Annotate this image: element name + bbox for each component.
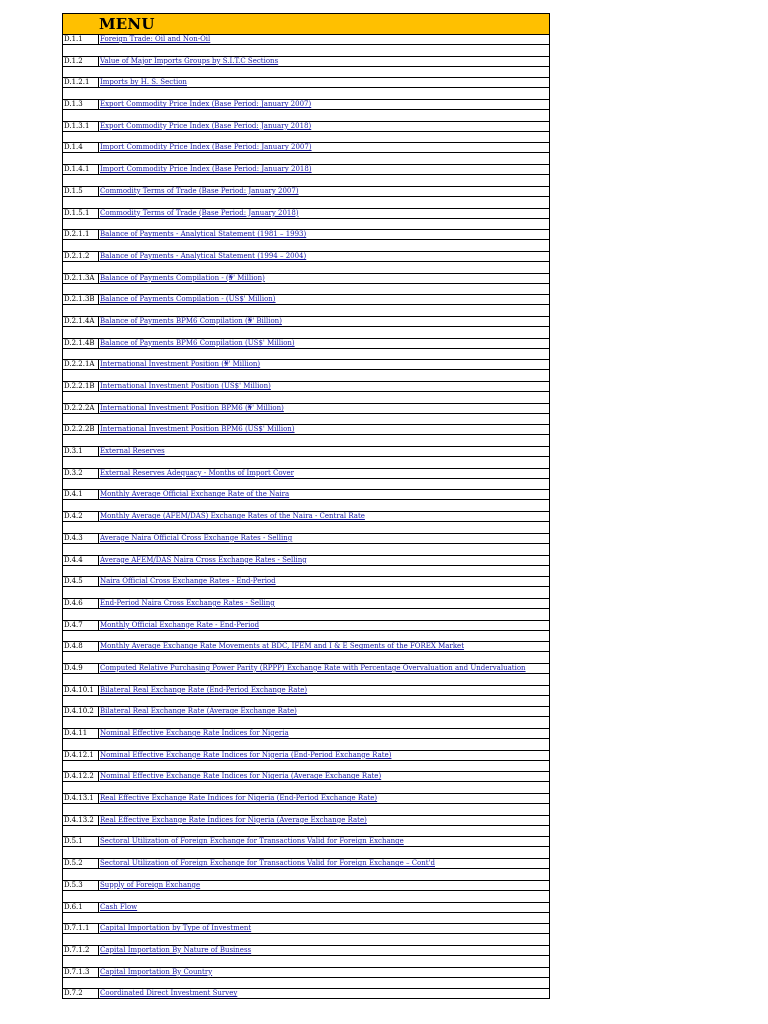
spacer-row	[62, 240, 550, 252]
menu-item-code: D.4.12.2	[63, 772, 99, 781]
menu-item-code: D.4.10.1	[63, 686, 99, 695]
menu-item-code: D.2.1.3A	[63, 274, 99, 283]
menu-row	[62, 274, 550, 284]
menu-item-code: D.5.1	[63, 837, 99, 846]
menu-item-link[interactable]: Sectoral Utilization of Foreign Exchange for Transactions Valid for Foreign Exchange – Cont'd	[100, 859, 436, 868]
spacer-row	[62, 153, 550, 165]
menu-row	[62, 209, 550, 219]
spacer-row	[62, 978, 550, 990]
menu-item-link[interactable]: Average Naira Official Cross Exchange Rates - Selling	[100, 533, 293, 542]
menu-row	[62, 143, 550, 153]
menu-item-link[interactable]: Average AFEM/DAS Naira Cross Exchange Rates - Selling	[100, 555, 307, 564]
spacer-row	[62, 566, 550, 578]
menu-item-link[interactable]: Nominal Effective Exchange Rate Indices for Nigeria (End-Period Exchange Rate)	[100, 750, 392, 759]
menu-item-code: D.5.2	[63, 859, 99, 868]
menu-item-code: D.4.2	[63, 512, 99, 521]
menu-item-link[interactable]: Commodity Terms of Trade (Base Period: January 2018)	[100, 208, 299, 217]
menu-row	[62, 122, 550, 132]
menu-row	[62, 534, 550, 544]
menu-item-code: D.4.9	[63, 664, 99, 673]
menu-item-code: D.1.2.1	[63, 78, 99, 87]
spacer-row	[62, 327, 550, 339]
menu-item-link[interactable]: Monthly Average Exchange Rate Movements at BDC, IFEM and I & E Segments of the FOREX Market	[100, 642, 465, 651]
menu-item-link[interactable]: Import Commodity Price Index (Base Period: January 2018)	[100, 165, 312, 174]
spacer-row	[62, 500, 550, 512]
spacer-row	[62, 674, 550, 686]
menu-item-link[interactable]: Import Commodity Price Index (Base Period: January 2007)	[100, 143, 312, 152]
menu-item-code: D.4.7	[63, 621, 99, 630]
spacer-row	[62, 609, 550, 621]
menu-row	[62, 556, 550, 566]
menu-item-code: D.7.2	[63, 989, 99, 998]
spacer-row	[62, 349, 550, 361]
spacer-row	[62, 284, 550, 296]
menu-item-code: D.4.4	[63, 556, 99, 565]
menu-row	[62, 903, 550, 913]
spacer-row	[62, 132, 550, 144]
menu-item-code: D.2.2.1B	[63, 382, 99, 391]
menu-title: MENU	[99, 15, 155, 33]
menu-row	[62, 642, 550, 652]
menu-item-code: D.4.13.1	[63, 794, 99, 803]
menu-row	[62, 837, 550, 847]
spacer-row	[62, 45, 550, 57]
spacer-row	[62, 479, 550, 491]
spacer-row	[62, 696, 550, 708]
spacer-row	[62, 652, 550, 664]
menu-item-link[interactable]: Balance of Payments BPM6 Compilation (₦' Billion)	[100, 316, 282, 325]
menu-row	[62, 360, 550, 370]
spacer-row	[62, 934, 550, 946]
menu-item-code: D.4.12.1	[63, 751, 99, 760]
spacer-row	[62, 717, 550, 729]
menu-item-link[interactable]: Export Commodity Price Index (Base Period: January 2007)	[100, 100, 312, 109]
menu-item-link[interactable]: Balance of Payments Compilation - (₦' Million)	[100, 273, 265, 282]
spacer-row	[62, 219, 550, 231]
spacer-row	[62, 544, 550, 556]
menu-item-code: D.4.8	[63, 642, 99, 651]
menu-item-link[interactable]: Value of Major Imports Groups by S.I.T.C Sections	[100, 56, 279, 65]
menu-item-link[interactable]: Computed Relative Purchasing Power Parity (RPPP) Exchange Rate with Percentage Overvaluation and Undervaluation	[100, 663, 526, 672]
menu-row	[62, 295, 550, 305]
menu-row	[62, 447, 550, 457]
menu-item-code: D.4.6	[63, 599, 99, 608]
menu-item-code: D.4.5	[63, 577, 99, 586]
menu-item-code: D.7.1.2	[63, 946, 99, 955]
menu-item-code: D.2.1.3B	[63, 295, 99, 304]
menu-item-link[interactable]: Balance of Payments - Analytical Statement (1994 – 2004)	[100, 251, 307, 260]
menu-item-code: D.6.1	[63, 903, 99, 912]
menu-item-code: D.7.1.1	[63, 924, 99, 933]
spacer-row	[62, 804, 550, 816]
spacer-row	[62, 197, 550, 209]
spacer-row	[62, 739, 550, 751]
menu-item-link[interactable]: International Investment Position BPM6 (₦' Million)	[100, 403, 284, 412]
menu-row	[62, 664, 550, 674]
menu-item-code: D.1.4.1	[63, 165, 99, 174]
menu-item-code: D.2.2.1A	[63, 360, 99, 369]
menu-item-link[interactable]: Nominal Effective Exchange Rate Indices for Nigeria	[100, 729, 289, 737]
menu-rows	[62, 35, 550, 999]
menu-row	[62, 382, 550, 392]
menu-row	[62, 816, 550, 826]
menu-item-code: D.2.2.2A	[63, 404, 99, 413]
menu-item-link[interactable]: Nominal Effective Exchange Rate Indices for Nigeria (Average Exchange Rate)	[100, 772, 382, 781]
spacer-row	[62, 110, 550, 122]
spacer-row	[62, 305, 550, 317]
menu-row	[62, 707, 550, 717]
menu-row	[62, 729, 550, 739]
menu-item-link[interactable]: Coordinated Direct Investment Survey	[100, 989, 238, 998]
menu-row	[62, 989, 550, 999]
spacer-row	[62, 631, 550, 643]
menu-item-link[interactable]: Real Effective Exchange Rate Indices for Nigeria (Average Exchange Rate)	[100, 815, 367, 824]
menu-row	[62, 317, 550, 327]
menu-row	[62, 252, 550, 262]
menu-item-code: D.2.1.4A	[63, 317, 99, 326]
menu-item-code: D.1.1	[63, 35, 99, 44]
menu-item-link[interactable]: End-Period Naira Cross Exchange Rates - Selling	[100, 598, 275, 607]
menu-item-link[interactable]: Real Effective Exchange Rate Indices for Nigeria (End-Period Exchange Rate)	[100, 794, 378, 803]
menu-row	[62, 772, 550, 782]
menu-item-code: D.4.13.2	[63, 816, 99, 825]
menu-item-link[interactable]: Monthly Average Official Exchange Rate of the Naira	[100, 490, 290, 499]
menu-row	[62, 230, 550, 240]
spacer-row	[62, 175, 550, 187]
menu-row	[62, 599, 550, 609]
menu-item-code: D.4.10.2	[63, 707, 99, 716]
menu-row	[62, 621, 550, 631]
menu-row	[62, 881, 550, 891]
menu-header	[62, 13, 550, 35]
menu-item-code: D.4.3	[63, 534, 99, 543]
menu-item-link[interactable]: Capital Importation By Nature of Business	[100, 945, 252, 954]
menu-row	[62, 187, 550, 197]
menu-item-link[interactable]: Export Commodity Price Index (Base Period: January 2018)	[100, 121, 312, 130]
spacer-row	[62, 392, 550, 404]
menu-item-code: D.4.1	[63, 490, 99, 499]
menu-item-code: D.2.1.2	[63, 252, 99, 261]
menu-row	[62, 946, 550, 956]
menu-item-link[interactable]: Foreign Trade: Oil and Non-Oil	[100, 35, 211, 43]
menu-item-code: D.2.1.1	[63, 230, 99, 239]
menu-row	[62, 78, 550, 88]
menu-row	[62, 924, 550, 934]
menu-item-link[interactable]: Bilateral Real Exchange Rate (Average Exchange Rate)	[100, 707, 297, 716]
spacer-row	[62, 826, 550, 838]
spacer-row	[62, 414, 550, 426]
menu-item-link[interactable]: Capital Importation By Country	[100, 967, 213, 976]
menu-item-link[interactable]: Monthly Average (AFEM/DAS) Exchange Rates of the Naira - Central Rate	[100, 512, 365, 521]
menu-item-code: D.1.5	[63, 187, 99, 196]
menu-item-code: D.3.2	[63, 469, 99, 478]
menu-item-link[interactable]: Balance of Payments - Analytical Statement (1981 – 1993)	[100, 230, 307, 239]
spacer-row	[62, 587, 550, 599]
spacer-row	[62, 782, 550, 794]
menu-item-link[interactable]: External Reserves	[100, 447, 165, 456]
menu-row	[62, 751, 550, 761]
menu-row	[62, 165, 550, 175]
menu-item-link[interactable]: Monthly Official Exchange Rate - End-Period	[100, 620, 260, 629]
menu-item-code: D.7.1.3	[63, 968, 99, 977]
menu-item-code: D.2.1.4B	[63, 339, 99, 348]
spacer-row	[62, 956, 550, 968]
menu-item-code: D.3.1	[63, 447, 99, 456]
menu-item-code: D.4.11	[63, 729, 99, 738]
menu-row	[62, 100, 550, 110]
menu-item-code: D.1.3	[63, 100, 99, 109]
menu-row	[62, 404, 550, 414]
menu-item-link[interactable]: Cash Flow	[100, 902, 138, 911]
spacer-row	[62, 88, 550, 100]
spacer-row	[62, 761, 550, 773]
menu-item-code: D.2.2.2B	[63, 425, 99, 434]
spacer-row	[62, 847, 550, 859]
menu-item-link[interactable]: Capital Importation by Type of Investment	[100, 924, 252, 933]
spacer-row	[62, 913, 550, 925]
menu-item-link[interactable]: Balance of Payments Compilation - (US$' Million)	[100, 295, 276, 304]
menu-row	[62, 794, 550, 804]
spacer-row	[62, 435, 550, 447]
spacer-row	[62, 262, 550, 274]
menu-row	[62, 686, 550, 696]
menu-item-code: D.1.3.1	[63, 122, 99, 131]
menu-row	[62, 469, 550, 479]
menu-item-link[interactable]: International Investment Position (US$' Million)	[100, 382, 271, 390]
spacer-row	[62, 370, 550, 382]
menu-sheet	[62, 13, 550, 999]
menu-item-link[interactable]: Balance of Payments BPM6 Compilation (US$' Million)	[100, 338, 295, 347]
menu-item-link[interactable]: Sectoral Utilization of Foreign Exchange for Transactions Valid for Foreign Exchange	[100, 837, 404, 846]
menu-item-code: D.1.4	[63, 143, 99, 152]
menu-row	[62, 339, 550, 349]
menu-item-link[interactable]: Supply of Foreign Exchange	[100, 880, 201, 889]
menu-row	[62, 57, 550, 67]
menu-item-link[interactable]: Naira Official Cross Exchange Rates - End-Period	[100, 577, 276, 586]
menu-item-code: D.1.2	[63, 57, 99, 66]
menu-item-link[interactable]: External Reserves Adequacy - Months of Import Cover	[100, 468, 295, 477]
spacer-row	[62, 869, 550, 881]
menu-item-link[interactable]: Imports by H. S. Section	[100, 78, 187, 87]
spacer-row	[62, 67, 550, 79]
menu-row	[62, 577, 550, 587]
menu-row	[62, 490, 550, 500]
menu-item-code: D.5.3	[63, 881, 99, 890]
menu-item-code: D.1.5.1	[63, 209, 99, 218]
spacer-row	[62, 457, 550, 469]
menu-item-link[interactable]: International Investment Position (₦' Million)	[100, 360, 261, 369]
menu-row	[62, 968, 550, 978]
menu-row	[62, 425, 550, 435]
spacer-row	[62, 522, 550, 534]
menu-item-link[interactable]: Commodity Terms of Trade (Base Period: January 2007)	[100, 186, 299, 195]
menu-row	[62, 859, 550, 869]
menu-row	[62, 512, 550, 522]
spacer-row	[62, 891, 550, 903]
menu-item-link[interactable]: International Investment Position BPM6 (US$' Million)	[100, 425, 295, 434]
menu-row	[62, 35, 550, 45]
menu-item-link[interactable]: Bilateral Real Exchange Rate (End-Period Exchange Rate)	[100, 685, 308, 694]
